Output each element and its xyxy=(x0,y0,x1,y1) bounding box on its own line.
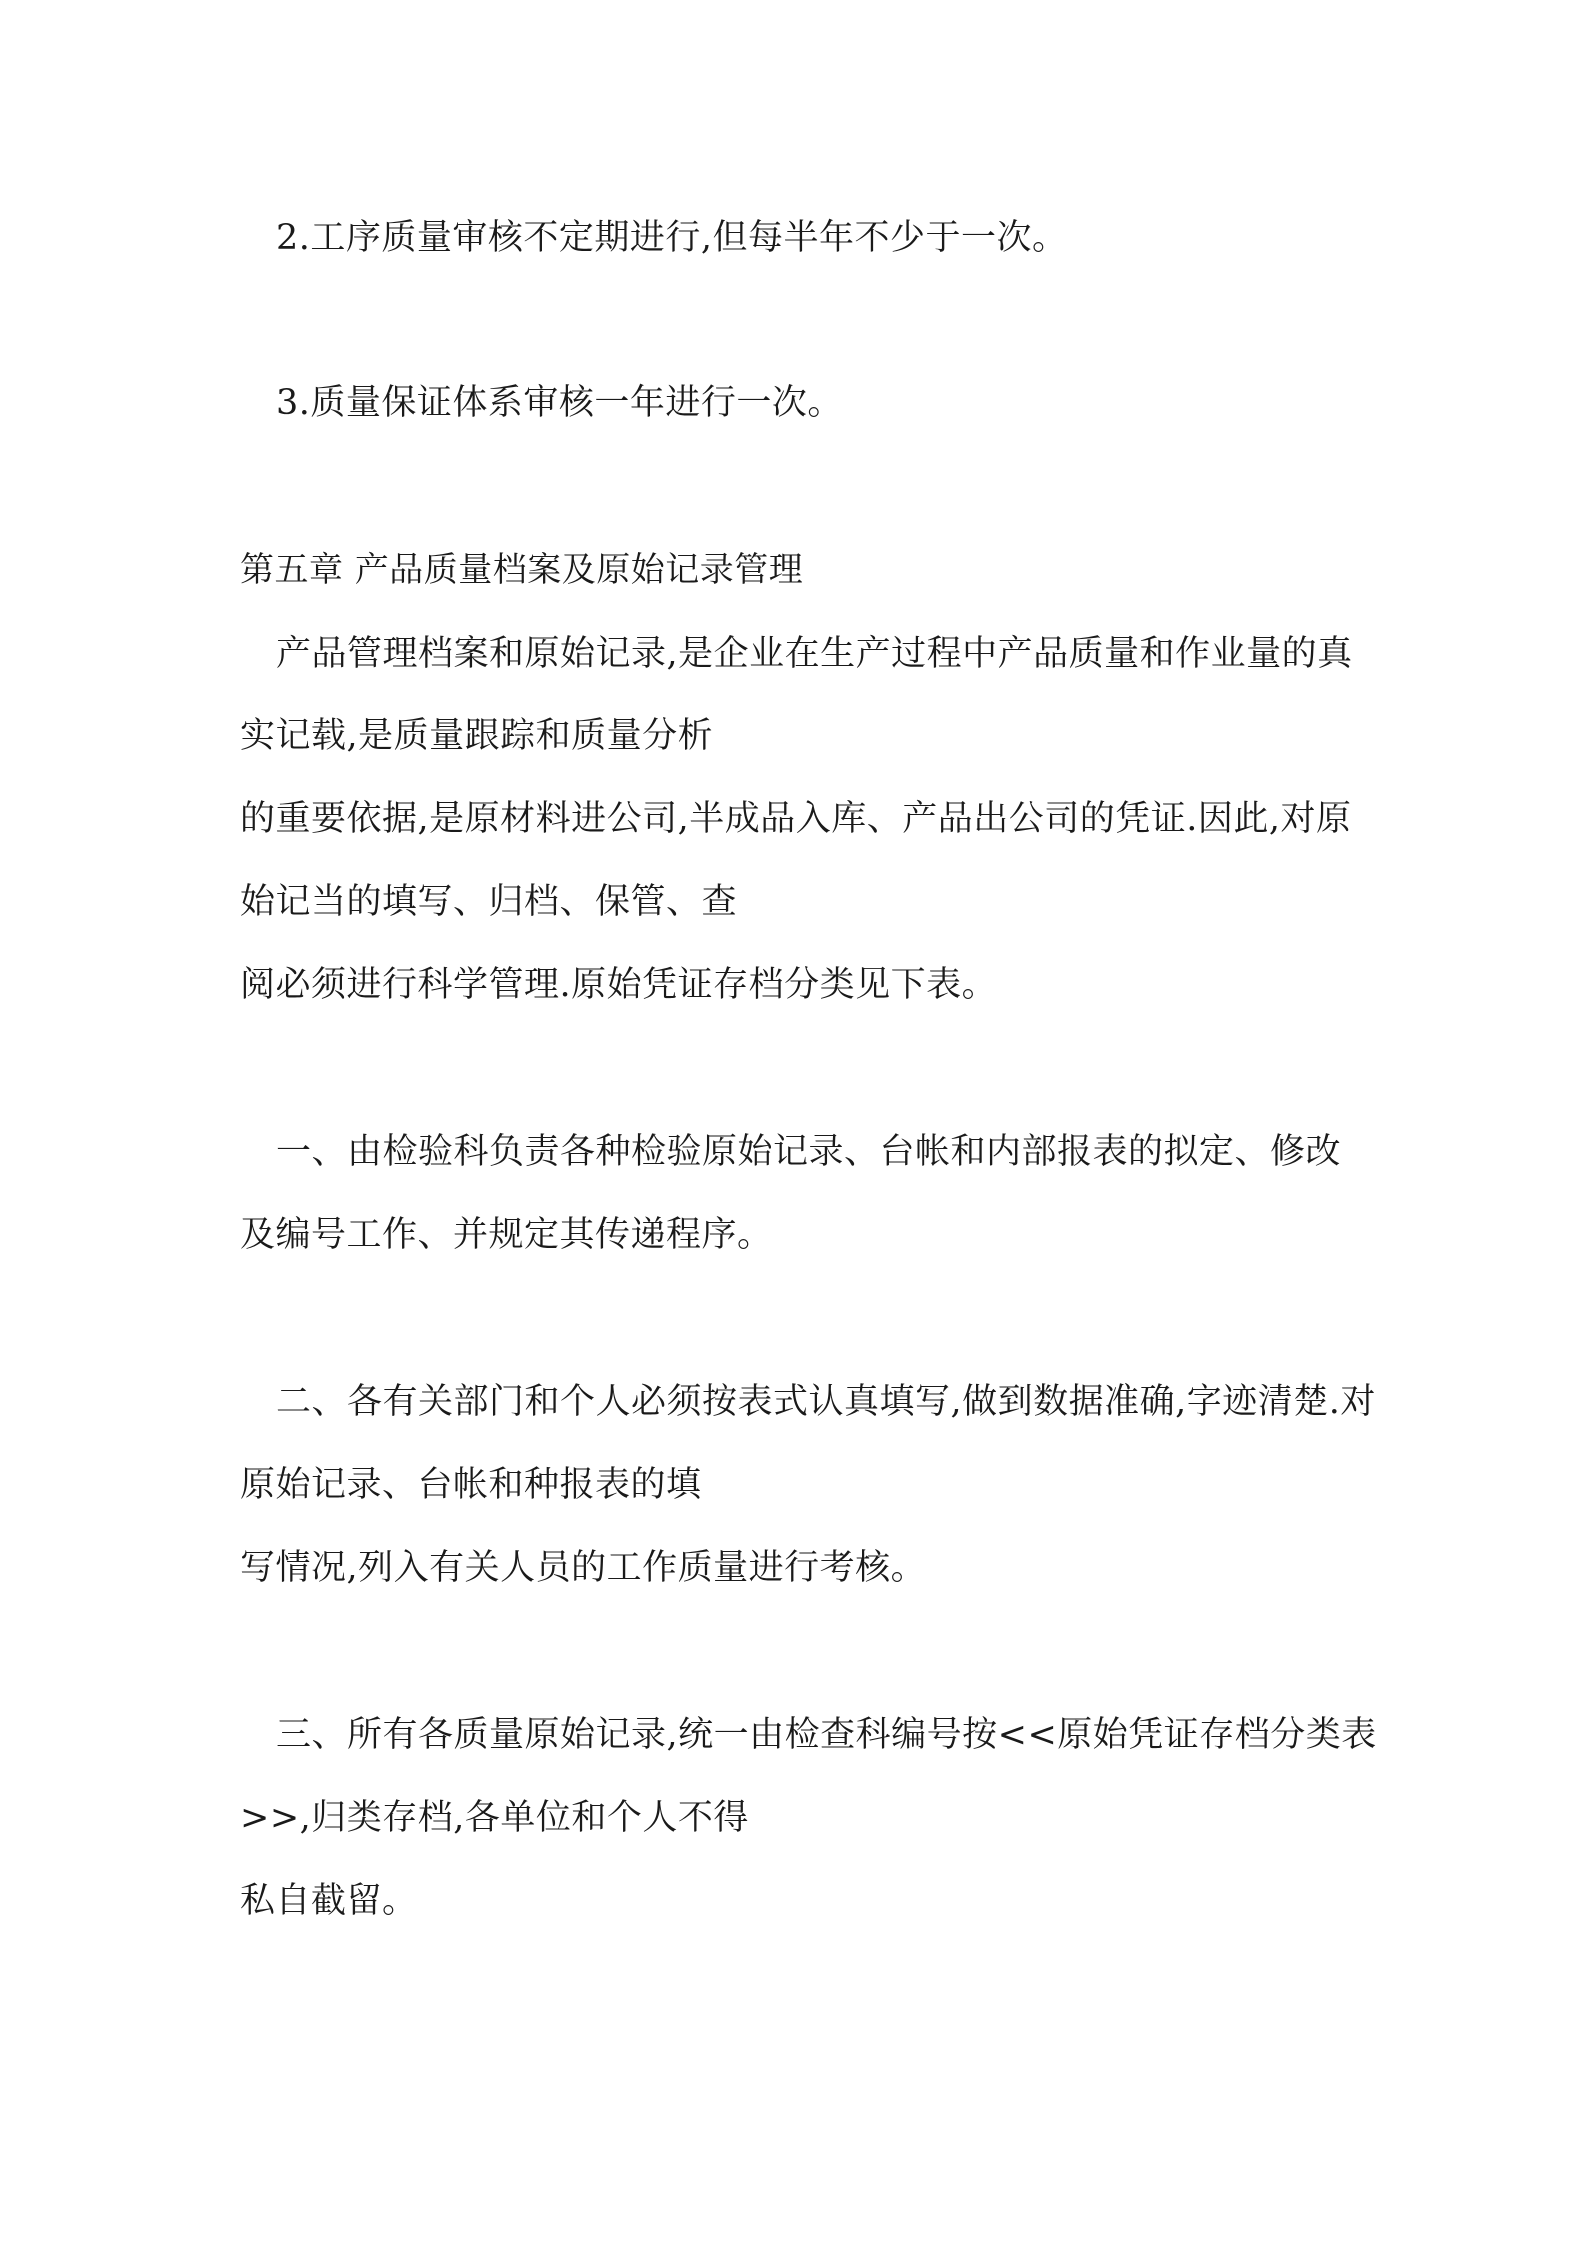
chapter5-intro-line-1: 产品管理档案和原始记录,是企业在生产过程中产品质量和作业量的真 xyxy=(276,634,1353,674)
chapter5-rule-2-line-1: 二、各有关部门和个人必须按表式认真填写,做到数据准确,字迹清楚.对 xyxy=(276,1382,1376,1422)
chapter5-title: 第五章 产品质量档案及原始记录管理 xyxy=(240,550,804,590)
chapter5-rule-1-line-1: 一、由检验科负责各种检验原始记录、台帐和内部报表的拟定、修改 xyxy=(276,1132,1342,1172)
chapter5-rule-1-line-2: 及编号工作、并规定其传递程序。 xyxy=(240,1215,773,1255)
chapter5-intro-line-4: 始记当的填写、归档、保管、查 xyxy=(240,882,738,922)
chapter5-intro-line-3: 的重要依据,是原材料进公司,半成品入库、产品出公司的凭证.因此,对原 xyxy=(240,799,1352,839)
chapter5-rule-2-line-2: 原始记录、台帐和种报表的填 xyxy=(240,1465,702,1505)
chapter5-rule-3-line-1: 三、所有各质量原始记录,统一由检查科编号按<<原始凭证存档分类表 xyxy=(276,1715,1377,1755)
chapter5-intro-line-5: 阅必须进行科学管理.原始凭证存档分类见下表。 xyxy=(240,965,998,1005)
section4-item-2: 2.工序质量审核不定期进行,但每半年不少于一次。 xyxy=(276,218,1068,258)
chapter5-rule-2-line-3: 写情况,列入有关人员的工作质量进行考核。 xyxy=(240,1548,927,1588)
chapter5-rule-3-line-3: 私自截留。 xyxy=(240,1881,418,1921)
section4-item-3: 3.质量保证体系审核一年进行一次。 xyxy=(276,383,843,423)
chapter5-intro-line-2: 实记载,是质量跟踪和质量分析 xyxy=(240,716,714,756)
chapter5-rule-3-line-2: >>,归类存档,各单位和个人不得 xyxy=(240,1798,749,1838)
